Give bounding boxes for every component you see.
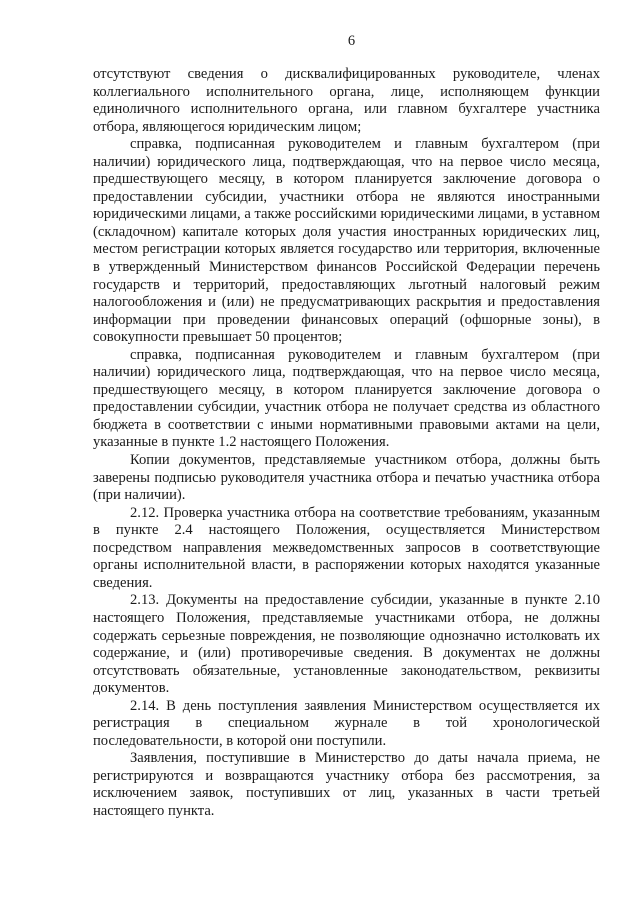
paragraph-document-copies: Копии документов, представляемые участником отбора, должны быть заверены подписью руководителя участника отбора и печатью участника отбора (при наличии). <box>93 452 600 504</box>
paragraph-2-14: 2.14. В день поступления заявления Министерством осуществляется их регистрация в специальном журнале в той хронологической последовательности, в которой они поступили. <box>93 697 600 749</box>
paragraph-2-12: 2.12. Проверка участника отбора на соответствие требованиям, указанным в пункте 2.4 настоящего Положения, осуществляется Министерством посредством направления межведомственных запросов в соответствующие органы исполнительной власти, в распоряжении которых находятся указанные сведения. <box>93 504 600 591</box>
paragraph-disqualified-persons: отсутствуют сведения о дисквалифицированных руководителе, членах коллегиального исполнительного органа, лице, исполняющем функции единоличного исполнительного органа, или главном бухгалтере участника отбора, являющегося юридическим лицом; <box>93 66 600 135</box>
paragraph-early-applications: Заявления, поступившие в Министерство до даты начала приема, не регистрируются и возвращаются участнику отбора без рассмотрения, за исключением заявок, поступивших от лиц, указанных в части третьей настоящего пункта. <box>93 750 600 819</box>
paragraph-offshore-certificate: справка, подписанная руководителем и главным бухгалтером (при наличии) юридического лица, подтверждающая, что на первое число месяца, предшествующего месяцу, в котором планируется заключение договора о предоставлении субсидии, участники отбора не являются иностранными юридическими лицами, а также российскими юридическими лицами, в уставном (складочном) капитале которых доля участия иностранных юридических лиц, местом регистрации которых является государство или территория, включенные в утвержденный Министерством финансов Российской Федерации перечень государств и территорий, предоставляющих льготный налоговый режим налогообложения и (или) не предусматривающих раскрытия и предоставления информации при проведении финансовых операций (офшорные зоны), в совокупности превышает 50 процентов; <box>93 136 600 346</box>
paragraph-budget-funds-certificate: справка, подписанная руководителем и главным бухгалтером (при наличии) юридического лица, подтверждающая, что на первое число месяца, предшествующего месяцу, в котором планируется заключение договора о предоставлении субсидии, участник отбора не получает средства из областного бюджета в соответствии с иными нормативными правовыми актами на цели, указанные в пункте 1.2 настоящего Положения. <box>93 346 600 451</box>
document-body <box>93 66 600 821</box>
page-number: 6 <box>347 33 356 49</box>
paragraph-2-13: 2.13. Документы на предоставление субсидии, указанные в пункте 2.10 настоящего Положения, представляемые участниками отбора, не должны содержать серьезные повреждения, не позволяющие однозначно истолковать их содержание, и (или) противоречивые сведения. В документах не должны отсутствовать обязательные, установленные законодательством, реквизиты документов. <box>93 592 600 697</box>
